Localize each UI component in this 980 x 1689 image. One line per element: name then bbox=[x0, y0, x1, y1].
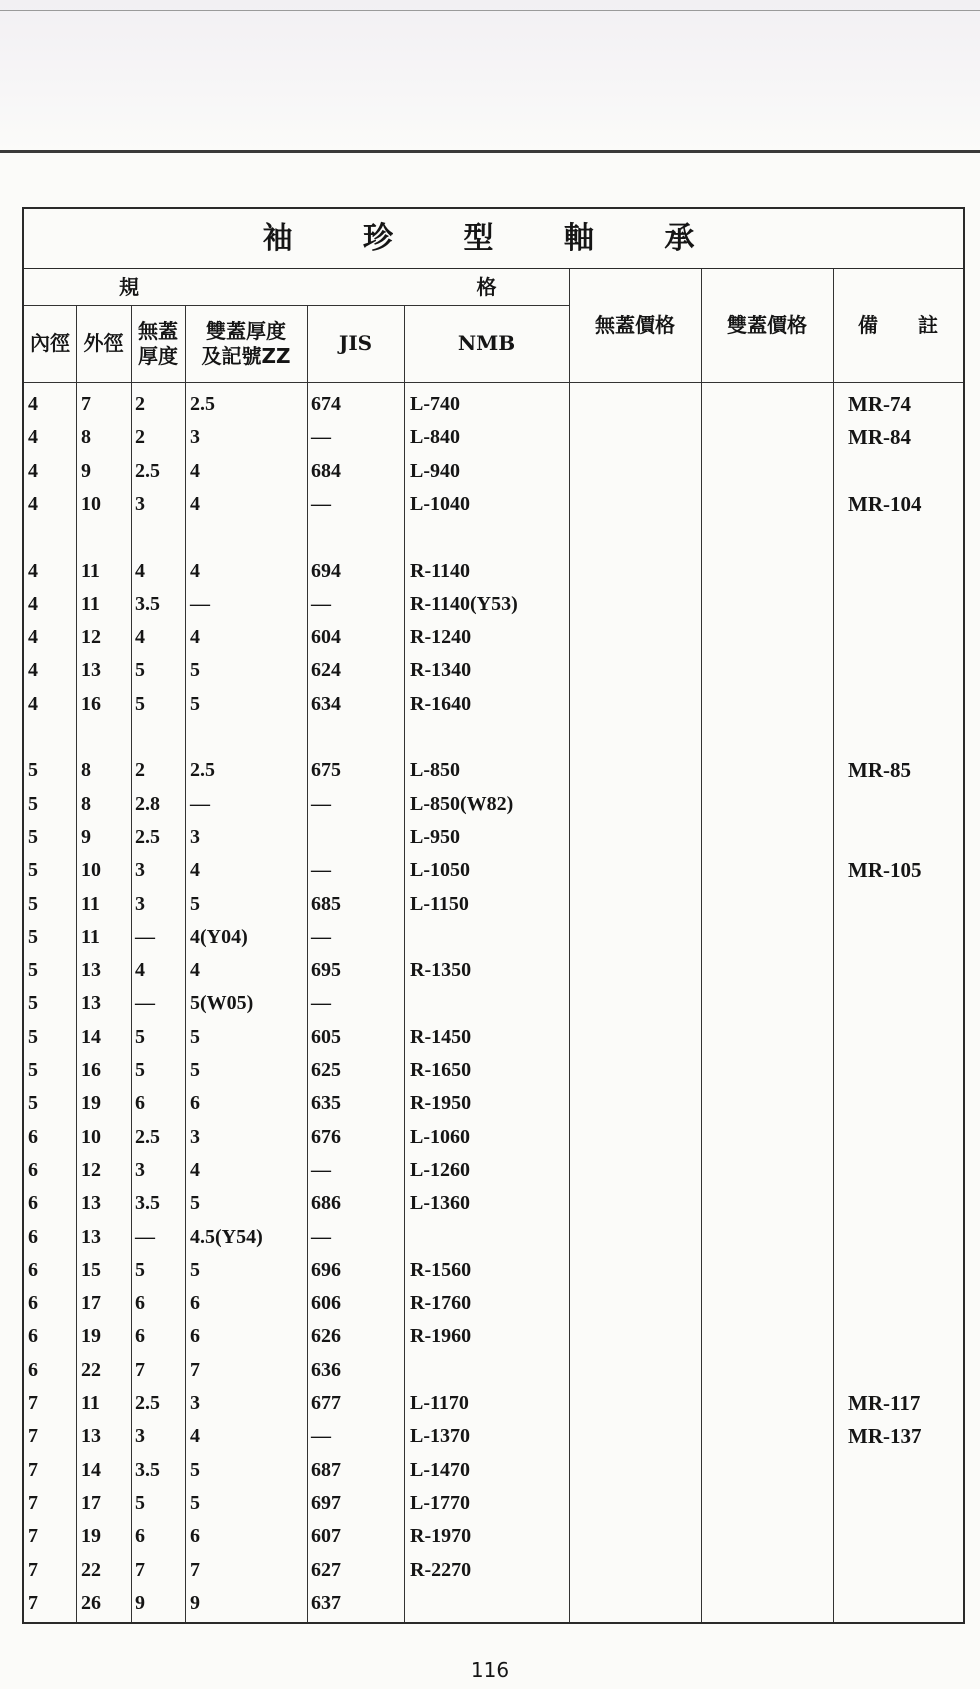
inner-diameter-cell: 6 bbox=[28, 1325, 38, 1348]
outer-diameter-cell: 11 bbox=[81, 892, 100, 915]
open-thickness-cell: 2 bbox=[135, 393, 145, 415]
outer-diameter-cell: 16 bbox=[81, 1059, 101, 1081]
inner-diameter-cell: 5 bbox=[28, 959, 38, 982]
open-thickness-cell: 5 bbox=[135, 1491, 145, 1514]
outer-diameter-cell: 22 bbox=[81, 1358, 101, 1381]
jis-cell: 627 bbox=[311, 1558, 341, 1581]
open-thickness-cell: 5 bbox=[135, 1059, 145, 1081]
open-thickness-cell: 7 bbox=[135, 1358, 145, 1381]
jis-cell: 674 bbox=[311, 393, 341, 415]
inner-diameter-cell: 6 bbox=[28, 1192, 38, 1215]
inner-diameter-cell: 7 bbox=[28, 1392, 38, 1414]
open-thickness-cell: 3 bbox=[135, 1425, 145, 1448]
nmb-cell: L-850 bbox=[410, 759, 460, 782]
inner-diameter-cell: 7 bbox=[28, 1591, 38, 1614]
inner-diameter-cell: 5 bbox=[28, 1092, 38, 1115]
nmb-cell: R-1640 bbox=[410, 692, 472, 715]
open-thickness-cell: 2.5 bbox=[135, 825, 160, 848]
table-row bbox=[24, 1520, 963, 1553]
open-thickness-cell: — bbox=[135, 1225, 155, 1248]
zz-thickness-cell: 4 bbox=[190, 559, 200, 582]
outer-diameter-cell: 10 bbox=[81, 1125, 101, 1148]
outer-diameter-cell: 19 bbox=[81, 1325, 101, 1348]
outer-diameter-cell: 16 bbox=[81, 692, 101, 715]
table-row bbox=[24, 854, 963, 887]
table-row bbox=[24, 1187, 963, 1220]
jis-cell: 675 bbox=[311, 759, 341, 782]
nmb-cell: R-1650 bbox=[410, 1059, 472, 1081]
nmb-cell: R-1340 bbox=[410, 659, 472, 682]
outer-diameter-cell: 13 bbox=[81, 959, 101, 982]
open-thickness-cell: 9 bbox=[135, 1591, 145, 1614]
nmb-cell: R-1760 bbox=[410, 1292, 472, 1315]
zz-thickness-cell: 4 bbox=[190, 459, 200, 482]
jis-cell: 677 bbox=[311, 1392, 341, 1414]
table-row bbox=[24, 1154, 963, 1187]
zz-thickness-cell: 5(W05) bbox=[190, 992, 254, 1015]
outer-diameter-cell: 12 bbox=[81, 1158, 101, 1181]
nmb-cell: L-850(W82) bbox=[410, 792, 514, 815]
jis-cell: — bbox=[311, 426, 331, 449]
jis-cell: 635 bbox=[311, 1092, 341, 1115]
open-thickness-cell: 3 bbox=[135, 892, 145, 915]
table-row bbox=[24, 421, 963, 454]
inner-diameter-cell: 6 bbox=[28, 1358, 38, 1381]
table-row bbox=[24, 1487, 963, 1520]
inner-diameter-cell: 4 bbox=[28, 492, 38, 515]
top-divider-rule bbox=[0, 150, 980, 153]
open-thickness-cell: 5 bbox=[135, 1258, 145, 1281]
outer-diameter-cell: 14 bbox=[81, 1025, 101, 1048]
jis-cell: — bbox=[311, 592, 331, 615]
zz-thickness-cell: 9 bbox=[190, 1591, 200, 1614]
table-row bbox=[24, 1354, 963, 1387]
outer-diameter-cell: 17 bbox=[81, 1491, 101, 1514]
inner-diameter-cell: 5 bbox=[28, 1025, 38, 1048]
table-row bbox=[24, 754, 963, 787]
outer-diameter-cell: 12 bbox=[81, 626, 101, 649]
open-thickness-cell: 3.5 bbox=[135, 1458, 160, 1481]
inner-diameter-cell: 7 bbox=[28, 1558, 38, 1581]
zz-thickness-cell: 2.5 bbox=[190, 759, 215, 782]
nmb-cell: R-1970 bbox=[410, 1525, 472, 1548]
outer-diameter-cell: 11 bbox=[81, 1392, 100, 1414]
outer-diameter-cell: 7 bbox=[81, 393, 91, 415]
nmb-cell: R-1140(Y53) bbox=[410, 592, 518, 615]
zz-thickness-cell: 4.5(Y54) bbox=[190, 1225, 263, 1248]
table-row bbox=[24, 688, 963, 721]
nmb-cell: L-1470 bbox=[410, 1458, 470, 1481]
table-row bbox=[24, 921, 963, 954]
open-thickness-cell: 4 bbox=[135, 626, 145, 649]
bearing-table bbox=[22, 207, 965, 1624]
inner-diameter-cell: 6 bbox=[28, 1258, 38, 1281]
jis-cell: 694 bbox=[311, 559, 341, 582]
jis-cell: 607 bbox=[311, 1525, 341, 1548]
page-number: 116 bbox=[470, 1658, 510, 1682]
jis-cell: 626 bbox=[311, 1325, 341, 1348]
table-row bbox=[24, 821, 963, 854]
inner-diameter-cell: 6 bbox=[28, 1225, 38, 1248]
remark-cell: MR-104 bbox=[848, 491, 922, 516]
table-row bbox=[24, 1254, 963, 1287]
jis-cell: 685 bbox=[311, 892, 341, 915]
nmb-cell: L-840 bbox=[410, 426, 460, 449]
open-thickness-cell: 3 bbox=[135, 492, 145, 515]
outer-diameter-cell: 11 bbox=[81, 925, 100, 948]
open-thickness-cell: 2.5 bbox=[135, 459, 160, 482]
outer-diameter-cell: 10 bbox=[81, 492, 101, 515]
outer-diameter-cell: 9 bbox=[81, 825, 91, 848]
zz-thickness-cell: 2.5 bbox=[190, 393, 215, 415]
zz-thickness-cell: 5 bbox=[190, 1491, 200, 1514]
table-title: 袖 珍 型 軸 承 bbox=[24, 209, 963, 269]
header-bottom-rule bbox=[24, 382, 963, 383]
table-row bbox=[24, 954, 963, 987]
inner-diameter-cell: 7 bbox=[28, 1425, 38, 1448]
page-top-band bbox=[0, 0, 980, 150]
jis-cell: — bbox=[311, 992, 331, 1015]
jis-cell: — bbox=[311, 1158, 331, 1181]
zz-price-header: 雙蓋價格 bbox=[727, 313, 807, 337]
inner-diameter-cell: 5 bbox=[28, 859, 38, 882]
table-row bbox=[24, 1054, 963, 1087]
zz-thickness-cell: 4 bbox=[190, 626, 200, 649]
nmb-cell: R-2270 bbox=[410, 1558, 472, 1581]
zz-thickness-cell: 3 bbox=[190, 1392, 200, 1414]
zz-thickness-cell: 7 bbox=[190, 1558, 200, 1581]
jis-cell: — bbox=[311, 1225, 331, 1248]
open-thickness-cell: 6 bbox=[135, 1292, 145, 1315]
outer-diameter-cell: 13 bbox=[81, 992, 101, 1015]
jis-cell: 637 bbox=[311, 1591, 341, 1614]
nmb-cell: L-1770 bbox=[410, 1491, 470, 1514]
jis-cell: 697 bbox=[311, 1491, 341, 1514]
zz-thickness-cell: — bbox=[190, 792, 210, 815]
open-thickness-cell: 6 bbox=[135, 1525, 145, 1548]
nmb-cell: R-1560 bbox=[410, 1258, 472, 1281]
jis-cell: 606 bbox=[311, 1292, 341, 1315]
inner-diameter-cell: 4 bbox=[28, 393, 38, 415]
nmb-cell: L-1150 bbox=[410, 892, 469, 915]
jis-cell: 604 bbox=[311, 626, 341, 649]
zz-thickness-cell: 4 bbox=[190, 1425, 200, 1448]
jis-cell: 676 bbox=[311, 1125, 341, 1148]
outer-diameter-cell: 15 bbox=[81, 1258, 101, 1281]
zz-thickness-cell: 3 bbox=[190, 825, 200, 848]
zz-thickness-cell: 4 bbox=[190, 959, 200, 982]
inner-diameter-cell: 5 bbox=[28, 892, 38, 915]
inner-diameter-cell: 6 bbox=[28, 1292, 38, 1315]
open-thickness-cell: 2.5 bbox=[135, 1125, 160, 1148]
table-row bbox=[24, 987, 963, 1020]
inner-diameter-cell: 4 bbox=[28, 592, 38, 615]
open-thickness-line2: 厚度 bbox=[138, 343, 178, 368]
nmb-cell: R-1140 bbox=[410, 559, 470, 582]
outer-diameter-cell: 26 bbox=[81, 1591, 101, 1614]
inner-diameter-cell: 6 bbox=[28, 1125, 38, 1148]
zz-thickness-cell: 5 bbox=[190, 1458, 200, 1481]
table-row bbox=[24, 455, 963, 488]
remark-cell: MR-105 bbox=[848, 858, 922, 883]
outer-diameter-header: 外徑 bbox=[83, 331, 124, 355]
remark-cell: MR-84 bbox=[848, 425, 911, 450]
outer-diameter-cell: 8 bbox=[81, 759, 91, 782]
table-row bbox=[24, 588, 963, 621]
outer-diameter-cell: 11 bbox=[81, 592, 100, 615]
table-row bbox=[24, 621, 963, 654]
nmb-cell: L-740 bbox=[410, 393, 460, 415]
table-row bbox=[24, 788, 963, 821]
jis-cell: 684 bbox=[311, 459, 341, 482]
nmb-cell: L-1060 bbox=[410, 1125, 470, 1148]
open-thickness-cell: 7 bbox=[135, 1558, 145, 1581]
open-price-header: 無蓋價格 bbox=[595, 313, 675, 337]
open-thickness-line1: 無蓋 bbox=[138, 318, 178, 343]
zz-thickness-cell: 4 bbox=[190, 1158, 200, 1181]
table-row bbox=[24, 488, 963, 521]
table-row bbox=[24, 388, 963, 421]
inner-diameter-cell: 4 bbox=[28, 659, 38, 682]
table-row bbox=[24, 521, 963, 554]
nmb-cell: R-1240 bbox=[410, 626, 472, 649]
zz-thickness-cell: 3 bbox=[190, 1125, 200, 1148]
inner-diameter-cell: 5 bbox=[28, 825, 38, 848]
open-thickness-cell: 2 bbox=[135, 759, 145, 782]
open-thickness-cell: 3.5 bbox=[135, 1192, 160, 1215]
inner-diameter-cell: 7 bbox=[28, 1458, 38, 1481]
inner-diameter-cell: 5 bbox=[28, 792, 38, 815]
zz-thickness-cell: 5 bbox=[190, 1025, 200, 1048]
jis-cell: 624 bbox=[311, 659, 341, 682]
nmb-cell: L-950 bbox=[410, 825, 460, 848]
open-thickness-cell: 2.8 bbox=[135, 792, 160, 815]
table-row bbox=[24, 1221, 963, 1254]
table-row bbox=[24, 1387, 963, 1420]
nmb-cell: L-1040 bbox=[410, 492, 470, 515]
remark-cell: MR-137 bbox=[848, 1424, 922, 1449]
nmb-cell: R-1350 bbox=[410, 959, 472, 982]
jis-cell: 687 bbox=[311, 1458, 341, 1481]
inner-diameter-cell: 4 bbox=[28, 459, 38, 482]
nmb-cell: L-1370 bbox=[410, 1425, 470, 1448]
open-thickness-cell: 2.5 bbox=[135, 1392, 160, 1414]
open-thickness-cell: 3 bbox=[135, 1158, 145, 1181]
outer-diameter-cell: 13 bbox=[81, 1192, 101, 1215]
open-thickness-cell: 4 bbox=[135, 559, 145, 582]
zz-thickness-cell: — bbox=[190, 592, 210, 615]
outer-diameter-cell: 19 bbox=[81, 1525, 101, 1548]
zz-thickness-cell: 5 bbox=[190, 1059, 200, 1081]
jis-cell: 605 bbox=[311, 1025, 341, 1048]
table-row bbox=[24, 1554, 963, 1587]
nmb-cell: L-1260 bbox=[410, 1158, 470, 1181]
inner-diameter-cell: 4 bbox=[28, 692, 38, 715]
zz-thickness-cell: 5 bbox=[190, 659, 200, 682]
jis-cell: 625 bbox=[311, 1059, 341, 1081]
table-row bbox=[24, 721, 963, 754]
open-thickness-cell: 5 bbox=[135, 1025, 145, 1048]
remark-cell: MR-74 bbox=[848, 392, 911, 416]
jis-cell: 686 bbox=[311, 1192, 341, 1215]
outer-diameter-cell: 11 bbox=[81, 559, 100, 582]
outer-diameter-cell: 13 bbox=[81, 659, 101, 682]
open-thickness-cell: 4 bbox=[135, 959, 145, 982]
remark-cell: MR-117 bbox=[848, 1391, 921, 1415]
zz-thickness-cell: 5 bbox=[190, 1192, 200, 1215]
inner-diameter-cell: 4 bbox=[28, 626, 38, 649]
outer-diameter-cell: 13 bbox=[81, 1425, 101, 1448]
zz-thickness-cell: 4(Y04) bbox=[190, 925, 248, 948]
zz-thickness-line1: 雙蓋厚度 bbox=[206, 318, 286, 343]
open-thickness-cell: 6 bbox=[135, 1092, 145, 1115]
outer-diameter-cell: 10 bbox=[81, 859, 101, 882]
jis-cell: 634 bbox=[311, 692, 341, 715]
nmb-cell: L-1170 bbox=[410, 1392, 469, 1414]
table-row bbox=[24, 1121, 963, 1154]
spec-header-left: 規 bbox=[119, 274, 139, 299]
zz-thickness-cell: 6 bbox=[190, 1525, 200, 1548]
table-row bbox=[24, 654, 963, 687]
jis-cell: — bbox=[311, 492, 331, 515]
table-row bbox=[24, 1087, 963, 1120]
nmb-header: NMB bbox=[457, 331, 516, 355]
spec-header-right: 格 bbox=[476, 274, 497, 299]
inner-diameter-cell: 5 bbox=[28, 1059, 38, 1081]
outer-diameter-cell: 14 bbox=[81, 1458, 101, 1481]
open-thickness-header bbox=[131, 305, 185, 382]
inner-diameter-cell: 6 bbox=[28, 1158, 38, 1181]
outer-diameter-cell: 9 bbox=[81, 459, 91, 482]
zz-thickness-line2: 及記號ZZ bbox=[201, 343, 291, 368]
table-row bbox=[24, 1287, 963, 1320]
zz-thickness-cell: 6 bbox=[190, 1092, 200, 1115]
jis-cell: — bbox=[311, 925, 331, 948]
table-row bbox=[24, 1420, 963, 1453]
jis-cell: — bbox=[311, 859, 331, 882]
jis-cell: 636 bbox=[311, 1358, 341, 1381]
zz-thickness-cell: 5 bbox=[190, 892, 200, 915]
jis-header: JIS bbox=[338, 331, 373, 355]
jis-cell: 696 bbox=[311, 1258, 341, 1281]
open-thickness-cell: 5 bbox=[135, 692, 145, 715]
nmb-cell: L-940 bbox=[410, 459, 460, 482]
zz-thickness-header bbox=[185, 305, 307, 382]
table-row bbox=[24, 1454, 963, 1487]
zz-thickness-cell: 4 bbox=[190, 492, 200, 515]
remarks-header: 備 註 bbox=[858, 313, 938, 337]
inner-diameter-cell: 7 bbox=[28, 1491, 38, 1514]
table-row bbox=[24, 1320, 963, 1353]
zz-thickness-cell: 6 bbox=[190, 1325, 200, 1348]
remark-cell: MR-85 bbox=[848, 758, 911, 783]
jis-cell: — bbox=[311, 1425, 331, 1448]
zz-thickness-cell: 5 bbox=[190, 692, 200, 715]
zz-thickness-cell: 5 bbox=[190, 1258, 200, 1281]
top-thin-rule bbox=[0, 10, 980, 11]
nmb-cell: R-1450 bbox=[410, 1025, 472, 1048]
zz-thickness-cell: 7 bbox=[190, 1358, 200, 1381]
inner-diameter-cell: 5 bbox=[28, 992, 38, 1015]
inner-diameter-header: 內徑 bbox=[30, 331, 70, 355]
inner-diameter-cell: 4 bbox=[28, 426, 38, 449]
outer-diameter-cell: 13 bbox=[81, 1225, 101, 1248]
zz-thickness-cell: 6 bbox=[190, 1292, 200, 1315]
inner-diameter-cell: 7 bbox=[28, 1525, 38, 1548]
open-thickness-cell: 6 bbox=[135, 1325, 145, 1348]
nmb-cell: R-1950 bbox=[410, 1092, 472, 1115]
open-thickness-cell: — bbox=[135, 992, 155, 1015]
jis-cell: 695 bbox=[311, 959, 341, 982]
table-row bbox=[24, 1587, 963, 1620]
outer-diameter-cell: 8 bbox=[81, 792, 91, 815]
nmb-cell: L-1050 bbox=[410, 859, 470, 882]
table-row bbox=[24, 888, 963, 921]
open-thickness-cell: 3 bbox=[135, 859, 145, 882]
inner-diameter-cell: 5 bbox=[28, 925, 38, 948]
open-thickness-cell: 5 bbox=[135, 659, 145, 682]
zz-thickness-cell: 4 bbox=[190, 859, 200, 882]
outer-diameter-cell: 19 bbox=[81, 1092, 101, 1115]
outer-diameter-cell: 22 bbox=[81, 1558, 101, 1581]
inner-diameter-cell: 4 bbox=[28, 559, 38, 582]
nmb-cell: R-1960 bbox=[410, 1325, 472, 1348]
zz-thickness-cell: 3 bbox=[190, 426, 200, 449]
outer-diameter-cell: 17 bbox=[81, 1292, 101, 1315]
table-row bbox=[24, 1021, 963, 1054]
outer-diameter-cell: 8 bbox=[81, 426, 91, 449]
nmb-cell: L-1360 bbox=[410, 1192, 470, 1215]
open-thickness-cell: — bbox=[135, 925, 155, 948]
jis-cell: — bbox=[311, 792, 331, 815]
inner-diameter-cell: 5 bbox=[28, 759, 38, 782]
open-thickness-cell: 2 bbox=[135, 426, 145, 449]
table-row bbox=[24, 555, 963, 588]
open-thickness-cell: 3.5 bbox=[135, 592, 160, 615]
